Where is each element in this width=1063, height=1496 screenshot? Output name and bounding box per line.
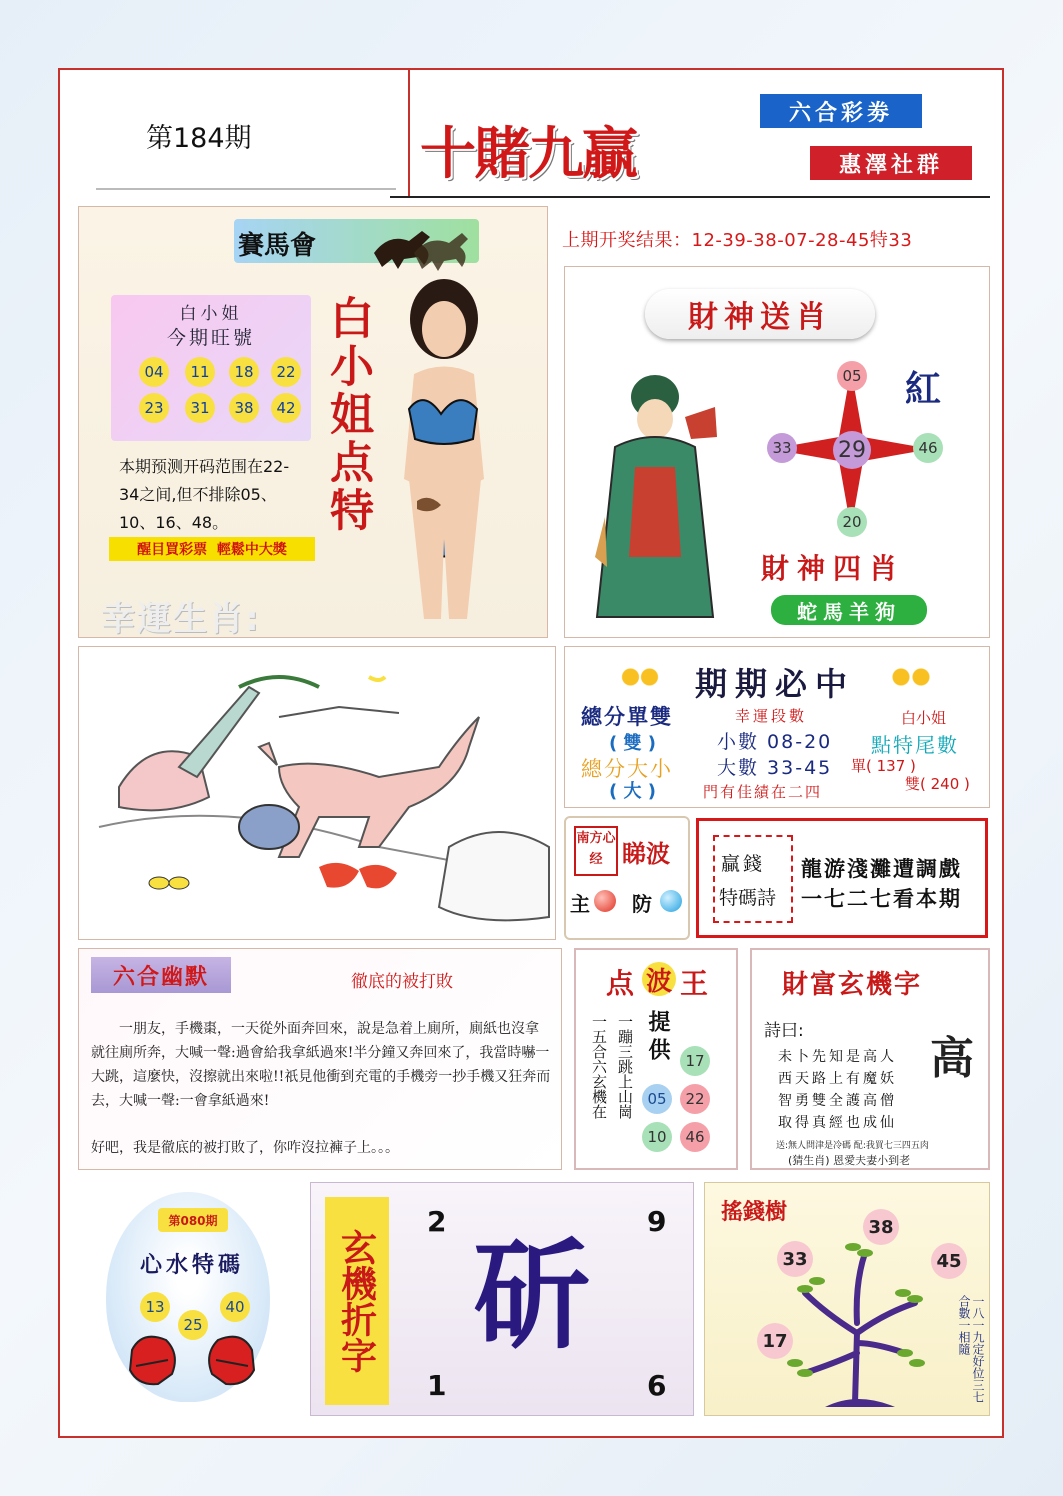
tag-huize: 惠澤社群 — [810, 146, 972, 180]
lucky-ball: 11 — [185, 357, 215, 387]
lucky-ball: 31 — [185, 393, 215, 423]
coin-icon — [621, 667, 659, 687]
caifu-title: 財富玄機字 — [782, 970, 923, 1000]
qiqi-row4-left: ( 大 ) — [609, 781, 656, 802]
caifu-line: 取得真經也成仙 — [778, 1115, 897, 1131]
compass-center: 29 — [833, 431, 871, 469]
qiqi-row4-right: 雙( 240 ) — [905, 775, 970, 793]
caifu-line: 未卜先知是高人 — [778, 1049, 897, 1065]
caifu-line: 智勇雙全護高僧 — [778, 1093, 897, 1109]
caifu-hint: (猜生肖) 恩愛夫妻小到老 — [788, 1154, 911, 1167]
humor-body: 一朋友，手機棗，一天從外面奔回來，說是急着上廁所，廁紙也沒拿就往廁所奔，大喊一聲:過會給我拿紙過來!半分鐘又奔回來了，我當時嚇一大跳，這麼快，沒擦就出來啦!!祇見他衝到充電的手機旁一抄手機又狂奔而去，大喊一聲:一會拿紙過來! — [91, 1021, 551, 1109]
money-tree-illustration — [745, 1223, 945, 1413]
corner-tr: 9 — [647, 1205, 667, 1238]
poem-label-box — [713, 835, 793, 923]
qiqi-row2-left: ( 雙 ) — [609, 733, 656, 754]
lady-card-line1: 白小姐 — [179, 304, 243, 324]
poem-label2: 特碼詩 — [719, 887, 777, 909]
xuanji-char: 斫 — [473, 1227, 592, 1365]
four-zodiac-list: 蛇馬羊狗 — [771, 595, 927, 625]
corner-bl: 1 — [427, 1369, 447, 1402]
caifu-note: 送:無人問津是冷碼 配:我買七三四五肉 — [776, 1141, 929, 1151]
qiqi-row3-right: 單( 137 ) — [851, 757, 916, 775]
dianbo-ball: 10 — [642, 1122, 672, 1152]
lucky-ball: 23 — [139, 393, 169, 423]
compass-left: 33 — [767, 433, 797, 463]
qiqi-row1-left: 總分單雙 — [581, 705, 673, 729]
tag-liuhe: 六合彩劵 — [760, 94, 922, 128]
lucky-ball: 04 — [139, 357, 169, 387]
header-divider — [408, 70, 410, 198]
south-panel — [564, 816, 690, 940]
poem-label1: 贏錢 — [721, 853, 766, 875]
poem-line2: 一七二七看本期 — [801, 887, 962, 911]
tree-panel — [704, 1182, 990, 1416]
vertical-title: 白小姐点特 — [322, 295, 373, 535]
tree-side-text: 一八一九定好位三七合數一相隨 — [957, 1295, 985, 1403]
qiqi-row3-mid: 大數 33-45 — [717, 757, 833, 779]
caifu-panel — [750, 948, 990, 1170]
humor-ending: 好吧，我是徹底的被打敗了，你咋沒拉褲子上。。。 — [91, 1140, 399, 1156]
predict-text: 本期预测开码范围在22-34之间,但不排除05、10、16、48。 — [119, 457, 290, 532]
racehorse-icon — [364, 213, 474, 273]
tree-ball: 33 — [777, 1241, 813, 1277]
slogan-bar: 醒目買彩票 輕鬆中大獎 — [109, 537, 315, 561]
qiqi-row1-mid: 幸運段數 — [735, 707, 808, 725]
tree-ball: 17 — [757, 1323, 793, 1359]
horse-banner-text: 賽馬會 — [238, 231, 317, 261]
dianbo-title-a: 点 — [606, 967, 635, 1000]
tree-title: 搖錢樹 — [721, 1199, 788, 1225]
qiqi-row2-mid: 小數 08-20 — [717, 731, 833, 753]
south-badge: 南方心经 — [574, 826, 618, 876]
compass-bottom: 20 — [837, 507, 867, 537]
header-red-line — [390, 196, 990, 198]
lucky-zodiac: 幸運生肖: — [101, 599, 261, 639]
dianbo-ball: 46 — [680, 1122, 710, 1152]
caifu-poem-label: 詩曰: — [764, 1021, 804, 1041]
dianbo-title-b: 波 — [642, 962, 676, 996]
four-zodiac-title: 財神四肖 — [761, 552, 906, 585]
humor-subtitle: 徹底的被打敗 — [351, 972, 453, 992]
lucky-ball: 42 — [271, 393, 301, 423]
humor-title: 六合幽默 — [91, 957, 231, 993]
qiqi-row3-left: 總分大小 — [581, 757, 673, 781]
lucky-ball: 22 — [271, 357, 301, 387]
red-ball-icon — [594, 890, 616, 912]
dianbo-poem-col2: 一五合六玄機在 — [590, 1014, 608, 1119]
dianbo-panel — [574, 948, 738, 1170]
lucky-ball: 18 — [229, 357, 259, 387]
tree-ball: 45 — [931, 1243, 967, 1279]
wealth-god-figure — [585, 357, 725, 627]
wealth-god-panel — [564, 266, 990, 638]
qiqi-row2-right: 點特尾數 — [871, 733, 959, 757]
dianbo-title-c: 王 — [680, 967, 709, 1000]
qiqi-row4-mid: 門有佳績在二四 — [703, 783, 823, 801]
caifu-line: 西天路上有魔妖 — [778, 1071, 897, 1087]
coin-icon — [891, 667, 941, 687]
compass-top: 05 — [837, 361, 867, 391]
xinshui-panel — [96, 1186, 292, 1416]
corner-br: 6 — [647, 1369, 667, 1402]
boxing-glove-icon — [122, 1330, 182, 1390]
cartoon-panel — [78, 646, 556, 940]
guard-label: 防 — [632, 892, 652, 916]
cartoon-illustration — [79, 647, 555, 939]
xinshui-badge: 第080期 — [158, 1208, 228, 1232]
model-illustration — [369, 279, 519, 639]
dianbo-ball: 05 — [642, 1084, 672, 1114]
color-label: 紅 — [905, 368, 942, 410]
poem-line1: 龍游淺灘遭調戲 — [801, 857, 962, 881]
boxing-glove-icon — [202, 1330, 262, 1390]
qiqi-row1-right: 白小姐 — [901, 709, 947, 727]
xuanji-label: 玄機折字 — [325, 1197, 389, 1405]
header — [60, 70, 998, 200]
corner-tl: 2 — [427, 1205, 447, 1238]
dianbo-poem-col1: 一蹦三跳上山崗 — [616, 1014, 634, 1119]
main-title: 十賭九贏 — [420, 121, 636, 187]
dianbo-ball: 22 — [680, 1084, 710, 1114]
xinshui-ball: 40 — [220, 1292, 250, 1322]
blue-ball-icon — [660, 890, 682, 912]
humor-panel — [78, 948, 562, 1170]
south-title: 睇波 — [622, 840, 670, 868]
dianbo-provide: 提供 — [645, 1010, 670, 1066]
xinshui-title: 心水特碼 — [140, 1252, 245, 1278]
poem-panel — [696, 818, 988, 938]
horse-panel — [78, 206, 548, 638]
xinshui-ball: 13 — [140, 1292, 170, 1322]
qiqi-title: 期期必中 — [695, 665, 856, 703]
lady-card-line2: 今期旺號 — [166, 327, 255, 349]
issue-label: 第184期 — [146, 123, 252, 154]
compass-right: 46 — [913, 433, 943, 463]
dianbo-ball: 17 — [680, 1046, 710, 1076]
wealth-god-title: 財神送肖 — [645, 289, 875, 339]
main-label: 主 — [570, 892, 590, 916]
header-underline — [96, 188, 396, 190]
caifu-big-char: 高 — [930, 1033, 974, 1084]
last-result: 上期开奖结果：12-39-38-07-28-45特33 — [562, 230, 913, 251]
qiqi-panel — [564, 646, 990, 808]
horse-banner — [234, 219, 479, 263]
lady-card — [111, 295, 311, 441]
lucky-ball: 38 — [229, 393, 259, 423]
xinshui-ball: 25 — [178, 1310, 208, 1340]
tree-ball: 38 — [863, 1209, 899, 1245]
xuanji-panel — [310, 1182, 694, 1416]
